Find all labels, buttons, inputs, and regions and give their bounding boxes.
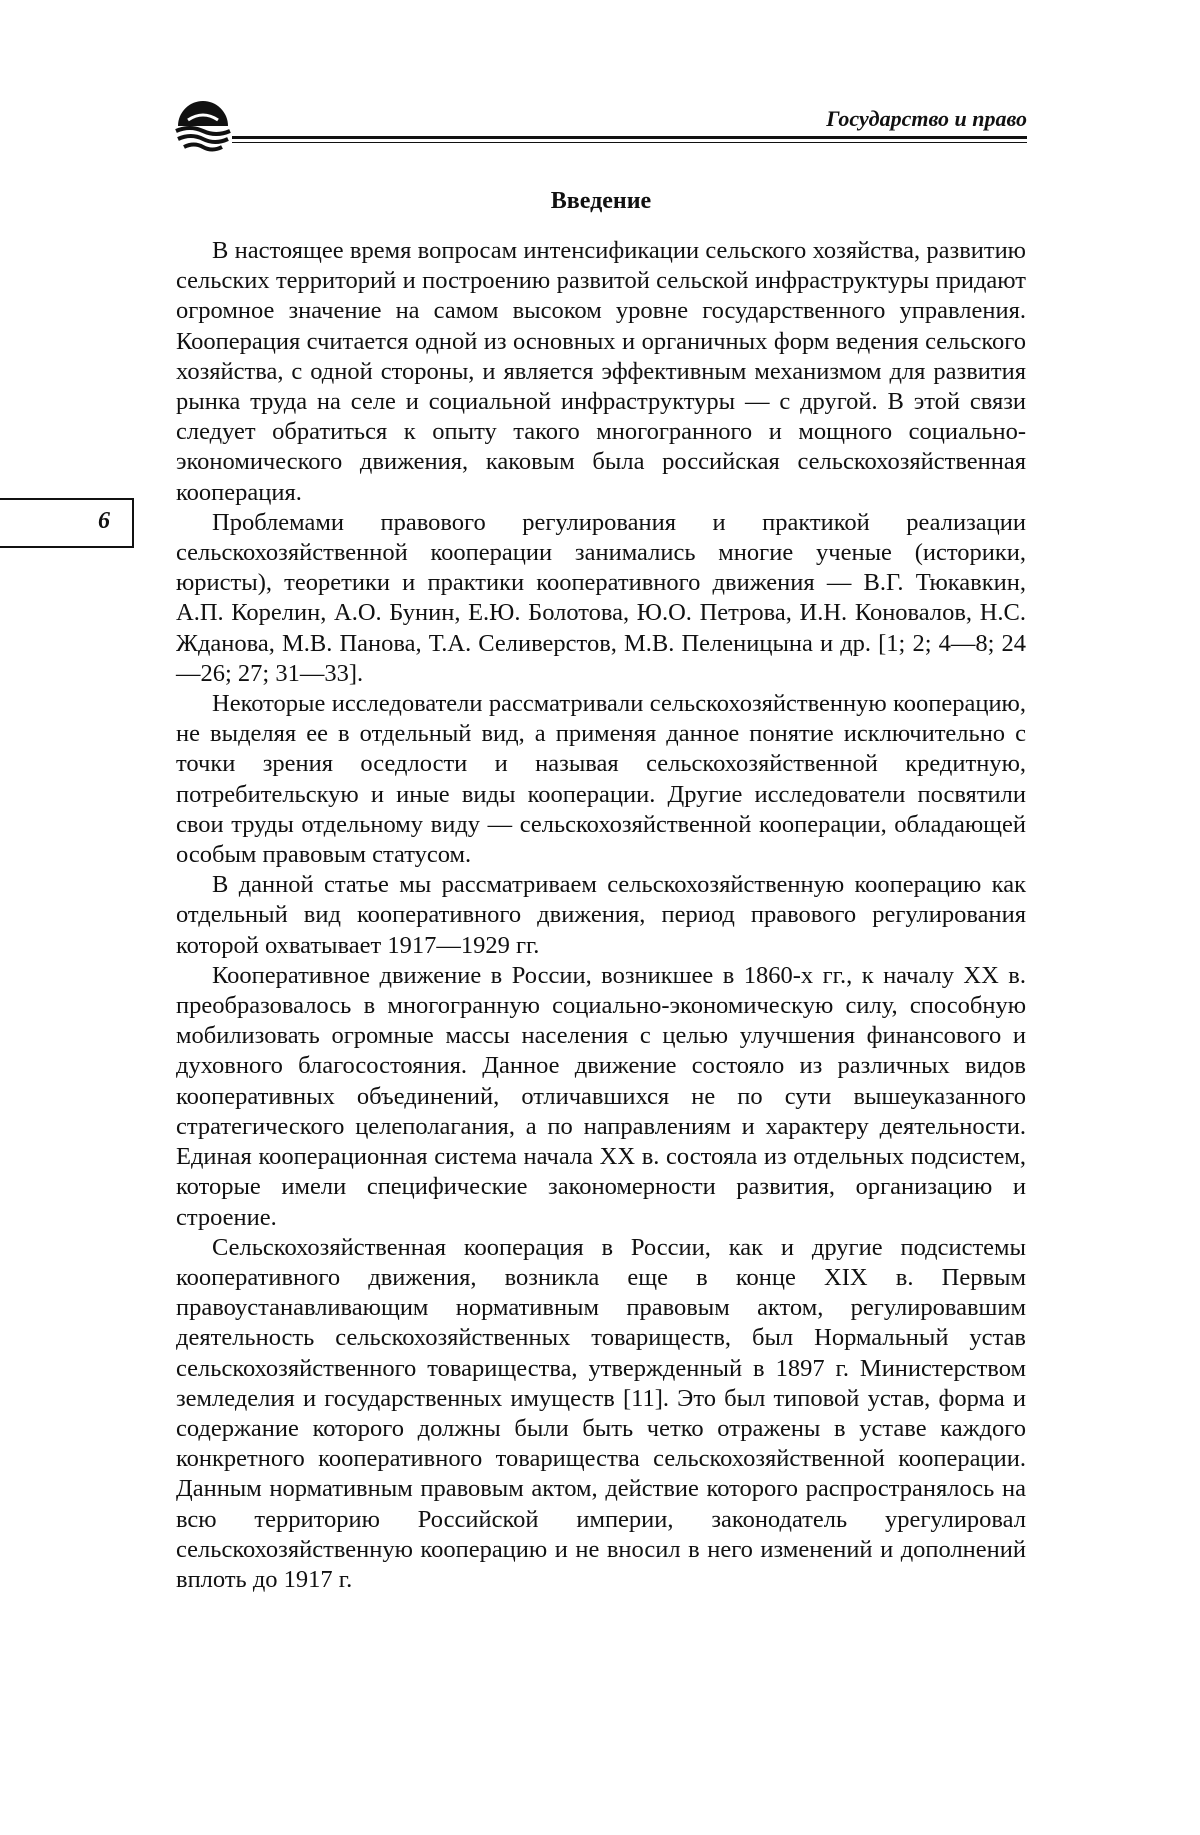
- journal-title: Государство и право: [826, 106, 1027, 131]
- page-header: [172, 98, 1027, 158]
- article-body: [176, 186, 1026, 1595]
- wave-globe-icon: [172, 98, 234, 158]
- header-rule-thick: [232, 136, 1027, 139]
- page-number: 6: [98, 508, 110, 534]
- page-number-box: [0, 498, 134, 548]
- paragraph: Проблемами правового регулирования и практикой реализации сельскохозяйственной кооперации занимались многие ученые (историки, юристы), теоретики и практики кооперативного движения — В.Г. Тюкавкин, А.П. Корелин, А.О. Бунин, Е.Ю. Болотова, Ю.О. Петрова, И.Н. Коновалов, Н.С. Жданова, М.В. Панова, Т.А. Селиверстов, М.В. Пеленицына и др. [1; 2; 4—8; 24—26; 27; 31—33].: [176, 508, 1026, 687]
- paragraph: В настоящее время вопросам интенсификации сельского хозяйства, развитию сельских территорий и построению развитой сельской инфраструктуры придают огромное значение на самом высоком уровне государственного управления. Кооперация считается одной из основных и органичных форм ведения сельского хозяйства, с одной стороны, и является эффективным механизмом для развития рынка труда на селе и социальной инфраструктуры — с другой. В этой связи следует обратиться к опыту такого многогранного и мощного социально-экономического движения, каковым была российская сельскохозяйственная кооперация.: [176, 237, 1026, 506]
- header-rule-thin: [232, 142, 1027, 143]
- paragraph: Сельскохозяйственная кооперация в России, как и другие подсистемы кооперативного движения, возникла еще в конце XIX в. Первым правоустанавливающим нормативным правовым актом, регулировавшим деятельность сельскохозяйственных товариществ, был Нормальный устав сельскохозяйственного товарищества, утвержденный в 1897 г. Министерством земледелия и государственных имуществ [11]. Это был типовой устав, форма и содержание которого должны были быть четко отражены в уставе каждого конкретного кооперативного товарищества сельскохозяйственной кооперации. Данным нормативным правовым актом, действие которого распространялось на всю территорию Российской империи, законодатель урегулировал сельскохозяйственную кооперацию и не вносил в него изменений и дополнений вплоть до 1917 г.: [176, 1233, 1026, 1593]
- paragraph: Некоторые исследователи рассматривали сельскохозяйственную кооперацию, не выделяя ее в отдельный вид, а применяя данное понятие исключительно с точки зрения оседлости и называя сельскохозяйственной кредитную, потребительскую и иные виды кооперации. Другие исследователи посвятили свои труды отдельному виду — сельскохозяйственной кооперации, обладающей особым правовым статусом.: [176, 690, 1026, 869]
- paragraph: Кооперативное движение в России, возникшее в 1860-х гг., к началу XX в. преобразовалось в многогранную социально-экономическую силу, способную мобилизовать огромные массы населения с целью улучшения финансового и духовного благосостояния. Данное движение состояло из различных видов кооперативных объединений, отличавшихся не по сути вышеуказанного стратегического целеполагания, а по направлениям и характеру деятельности. Единая кооперационная система начала XX в. состояла из отдельных подсистем, которые имели специфические закономерности развития, организацию и строение.: [176, 961, 1026, 1231]
- paragraph: В данной статье мы рассматриваем сельскохозяйственную кооперацию как отдельный вид кооперативного движения, период правового регулирования которой охватывает 1917—1929 гг.: [176, 871, 1026, 959]
- section-title: Введение: [550, 188, 652, 214]
